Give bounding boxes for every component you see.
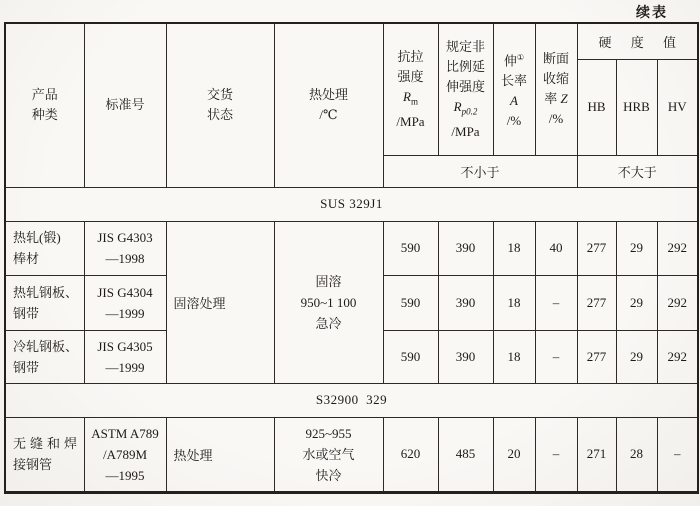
header-product-line1: 产品	[31, 87, 58, 103]
hrb-value: 29	[616, 275, 657, 330]
z-value: –	[535, 275, 577, 330]
limit-not-less-than: 不小于	[383, 155, 577, 187]
elongation-symbol: A	[510, 92, 518, 108]
product-cell: 无缝和焊 接钢管	[5, 417, 84, 492]
a-value: 18	[493, 330, 535, 383]
header-proof-strength: 规定非 比例延 伸强度 $R_{p0.2}$ /MPa	[438, 23, 493, 155]
rp-value: 390	[438, 221, 493, 275]
header-product-type	[5, 23, 84, 187]
delivery-cell: 热处理	[166, 417, 274, 492]
product-cell: 热轧钢板、 钢带	[5, 275, 84, 330]
treatment-cell: 925~955 水或空气 快冷	[274, 417, 383, 492]
continued-table-label: 续表	[636, 6, 668, 21]
header-delivery-line2: 状态	[206, 107, 233, 123]
a-value: 20	[493, 417, 535, 492]
hv-value: 292	[657, 330, 698, 383]
header-standard-no	[84, 23, 166, 187]
product-cell: 冷轧钢板、 钢带	[5, 330, 84, 383]
header-hv: HV	[657, 59, 698, 155]
product-cell: 热轧(锻) 棒材	[5, 221, 84, 275]
rp-symbol: $R_{p0.2}$	[453, 98, 478, 117]
header-heat-line1: 热处理	[308, 87, 348, 103]
rp-value: 390	[438, 275, 493, 330]
hb-value: 277	[577, 330, 616, 383]
hv-value: 292	[657, 221, 698, 275]
header-heat-line2: /℃	[319, 107, 338, 123]
hrb-value: 29	[616, 330, 657, 383]
standard-cell: JIS G4305 —1999	[84, 330, 166, 383]
rm-value: 590	[383, 221, 438, 275]
header-standard-label: 标准号	[105, 97, 145, 113]
rm-value: 620	[383, 417, 438, 492]
header-hardness-value: 硬 度 值	[577, 23, 698, 59]
header-hb: HB	[577, 59, 616, 155]
header-reduction-area: 断面 收缩 率 Z /%	[535, 23, 577, 155]
elongation-line1: 伸①	[503, 52, 525, 68]
header-heat-treatment	[274, 23, 383, 187]
a-value: 18	[493, 221, 535, 275]
header-product-line2: 种类	[31, 107, 58, 123]
hb-value: 277	[577, 275, 616, 330]
section-code-sus329j1: SUS 329J1	[5, 187, 698, 221]
header-hrb: HRB	[616, 59, 657, 155]
a-value: 18	[493, 275, 535, 330]
material-spec-table	[4, 22, 699, 494]
hv-value: –	[657, 417, 698, 492]
rp-value: 390	[438, 330, 493, 383]
hrb-value: 28	[616, 417, 657, 492]
reduction-symbol: 率 Z	[544, 91, 568, 107]
treatment-cell: 固溶 950~1 100 急冷	[274, 221, 383, 383]
delivery-cell: 固溶处理	[166, 221, 274, 383]
header-elongation: 伸① 长率 A /%	[493, 23, 535, 155]
hb-value: 277	[577, 221, 616, 275]
z-value: –	[535, 417, 577, 492]
section-code-s32900: S32900 329	[5, 383, 698, 417]
rp-value: 485	[438, 417, 493, 492]
hv-value: 292	[657, 275, 698, 330]
header-tensile-strength: 抗拉 强度 $R_m$ /MPa	[383, 23, 438, 155]
standard-cell: JIS G4304 —1999	[84, 275, 166, 330]
header-delivery-state	[166, 23, 274, 187]
z-value: –	[535, 330, 577, 383]
limit-not-greater-than: 不大于	[577, 155, 698, 187]
rm-value: 590	[383, 330, 438, 383]
standard-cell: ASTM A789 /A789M —1995	[84, 417, 166, 492]
header-delivery-line1: 交货	[206, 87, 233, 103]
rm-value: 590	[383, 275, 438, 330]
rm-symbol: $R_m$	[403, 88, 418, 107]
standard-cell: JIS G4303 —1998	[84, 221, 166, 275]
hb-value: 271	[577, 417, 616, 492]
z-value: 40	[535, 221, 577, 275]
hrb-value: 29	[616, 221, 657, 275]
